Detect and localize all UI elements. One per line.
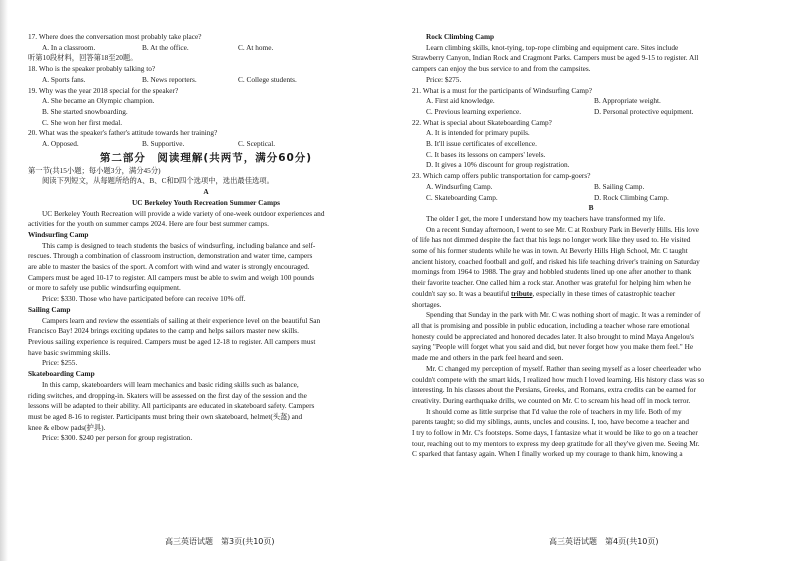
right-column bbox=[412, 32, 770, 460]
q17-option-a: A. In a classroom. bbox=[42, 42, 96, 52]
passage-b-line: their favorite teacher. One called him a rock star. Another was grateful for helping him when he bbox=[412, 278, 691, 288]
passage-b-line: shortages. bbox=[412, 299, 442, 309]
page-footer-right: 高三英语试题 第4页(共10页) bbox=[549, 537, 659, 546]
q18-option-a: A. Sports fans. bbox=[42, 74, 86, 84]
rock-line: Learn climbing skills, knot-tying, top-rope climbing and equipment care. Sites include bbox=[426, 42, 679, 52]
passage-b-line: I try to follow in Mr. C's footsteps. Some days, I fantasize what it would be like to go on a teacher bbox=[412, 428, 698, 438]
sailing-camp-title: Sailing Camp bbox=[28, 304, 71, 314]
q23-options-row1 bbox=[412, 182, 770, 193]
passage-b-line: creativity. During earthquake drills, we counted on Mr. C to scream his head off in mock terror. bbox=[412, 395, 691, 405]
passage-b-line: couldn't compete with the smart kids, I realized how much I loved learning. His history class was so bbox=[412, 374, 705, 384]
intro-line: UC Berkeley Youth Recreation will provide a wide variety of one-week outdoor experiences and bbox=[42, 208, 325, 218]
q22-option-d: D. It gives a 10% discount for group registration. bbox=[426, 160, 570, 170]
passage-b-line: Mr. C changed my perception of myself. Rather than seeing myself as a loser cheerleader who bbox=[426, 363, 701, 373]
passage-b-line: honesty could be appreciated and honored decades later. It also brought to mind Maya Angelou's bbox=[412, 331, 694, 341]
q23-option-b: B. Sailing Camp. bbox=[594, 181, 645, 191]
skateboarding-line: knee & elbow pads(护具). bbox=[28, 422, 106, 432]
sailing-line: Previous sailing experience is required. Campers must be aged 12-18 to register. All campers must bbox=[28, 336, 316, 346]
windsurfing-line: This camp is designed to teach students the basics of windsurfing, including balance and self- bbox=[42, 240, 316, 250]
q21-option-a: A. First aid knowledge. bbox=[426, 96, 495, 106]
q23-option-c: C. Skateboarding Camp. bbox=[426, 192, 498, 202]
passage-b-line: It should come as little surprise that I'd value the role of teachers in my life. Both of my bbox=[426, 406, 682, 416]
q17-stem: 17. Where does the conversation most probably take place? bbox=[28, 32, 202, 41]
sailing-price: Price: $255. bbox=[42, 358, 78, 368]
passage-a-title: UC Berkeley Youth Recreation Summer Camps bbox=[131, 197, 281, 207]
q18-stem: 18. Who is the speaker probably talking to? bbox=[28, 64, 156, 74]
skateboarding-line: must be aged 8-16 to register. Participants must bring their own skateboard, helmet(头盔) and bbox=[28, 411, 303, 421]
passage-b-line: C sparked that fantasy again. When I finally worked up my courage to thank him, knowing a bbox=[412, 449, 683, 459]
part2-title: 第二部分 阅读理解(共两节，满分60分) bbox=[99, 151, 313, 164]
q21-stem: 21. What is a must for the participants of Windsurfing Camp? bbox=[412, 85, 592, 95]
rock-price: Price: $275. bbox=[426, 74, 462, 84]
passage-b-line: mornings from 1964 to 1988. The gray and hobbled students lined up one after another to thank bbox=[412, 267, 692, 277]
instruction-18-20: 听第10段材料，回答第18至20题。 bbox=[28, 53, 138, 63]
passage-b-line: parents taught; so did my siblings, aunts, uncles and cousins. I, too, have become a teacher and bbox=[412, 417, 690, 427]
scan-shadow bbox=[0, 0, 8, 561]
passage-a-label: A bbox=[203, 187, 209, 197]
sailing-line: have basic swimming skills. bbox=[28, 347, 111, 357]
windsurfing-line: rescues. Through a combination of classroom instruction, demonstration and water time, campers bbox=[28, 251, 313, 261]
passage-b-label: B bbox=[588, 203, 594, 213]
sailing-line: Campers learn and review the essentials of sailing at their experience level on the beautiful San bbox=[42, 315, 321, 325]
passage-b-tribute-line bbox=[412, 289, 770, 300]
passage-b-line: saying "People will forget what you said and did, but never forget how you make them feel." He bbox=[412, 342, 694, 352]
q20-options bbox=[28, 139, 384, 150]
q22-option-c: C. It bases its lessons on campers' levels. bbox=[426, 149, 546, 159]
rock-line: campers can enjoy the bus service to and from the campsites. bbox=[412, 64, 591, 74]
tribute-word: tribute bbox=[511, 288, 533, 298]
passage-b-line: ancient history, coached football and golf, and risked his life teaching driver's training on Saturday bbox=[412, 256, 700, 266]
q20-option-a: A. Opposed. bbox=[42, 139, 79, 149]
windsurfing-line: are able to master the basics of the sport. A comfort with wind and water is strongly encouraged. bbox=[28, 262, 310, 272]
skateboarding-line: lessons will be adapted to their ability. All participants are educated in skateboard safety. Campers bbox=[28, 401, 315, 411]
windsurfing-line: or more to safely use public windsurfing equipment. bbox=[28, 283, 181, 293]
passage-b-line: tour, reaching out to my mentors to express my deep gratitude for all they've given me. Seeing Mr. bbox=[412, 438, 700, 448]
q19-option-c: C. She won her first medal. bbox=[42, 117, 123, 127]
q17-option-b: B. At the office. bbox=[142, 42, 189, 52]
skateboarding-camp-title: Skateboarding Camp bbox=[28, 369, 95, 379]
q20-stem: 20. What was the speaker's father's attitude towards her training? bbox=[28, 128, 218, 138]
q22-option-b: B. It'll issue certificates of excellence. bbox=[426, 139, 537, 149]
q21-options-row1 bbox=[412, 96, 770, 107]
passage-b-line: Spending that Sunday in the park with Mr. C was nothing short of magic. It was a reminder of bbox=[426, 310, 701, 320]
intro-line: activities for the youth on summer camps 2024. Here are four best summer camps. bbox=[28, 219, 269, 229]
page-footer-left: 高三英语试题 第3页(共10页) bbox=[165, 537, 275, 546]
skateboarding-line: In this camp, skateboarders will learn mechanics and basic riding skills such as balance, bbox=[42, 379, 299, 389]
section1-heading: 第一节(共15小题；每小题3分，满分45分) bbox=[28, 165, 161, 175]
left-column bbox=[28, 32, 384, 444]
passage-b-line: of life has not dimmed despite the fact that his legs no longer work like they used to. He visited bbox=[412, 235, 691, 245]
q18-option-b: B. News reporters. bbox=[142, 74, 197, 84]
q22-option-a: A. It is intended for primary pupils. bbox=[426, 128, 530, 138]
section1-instruction: 阅读下列短文，从每题所给的A、B、C和D四个选项中，选出最佳选项。 bbox=[42, 176, 274, 186]
passage-b-line: On a recent Sunday afternoon, I went to see Mr. C at Roxbury Park in Beverly Hills. His love bbox=[426, 224, 699, 234]
rock-line: Strawberry Canyon, Indian Rock and Cragmont Parks. Campers must be aged 9-15 to register. All bbox=[412, 53, 699, 63]
rock-climbing-camp-title: Rock Climbing Camp bbox=[426, 32, 495, 41]
q21-option-c: C. Previous learning experience. bbox=[426, 106, 522, 116]
q19-stem: 19. Why was the year 2018 special for the speaker? bbox=[28, 85, 179, 95]
passage-b-line: The older I get, the more I understand how my teachers have transformed my life. bbox=[426, 213, 666, 223]
q23-stem: 23. Which camp offers public transportation for camp-goers? bbox=[412, 171, 591, 181]
windsurfing-line: Campers must be aged 10-17 to register. All campers must be able to swim and weigh 100 pounds bbox=[28, 272, 315, 282]
skateboarding-price: Price: $300. $240 per person for group registration. bbox=[42, 433, 193, 443]
q18-option-c: C. College students. bbox=[238, 74, 297, 84]
q19-option-a: A. She became an Olympic champion. bbox=[42, 96, 155, 106]
q21-option-b: B. Appropriate weight. bbox=[594, 96, 661, 106]
tribute-pre: couldn't say so. It was a beautiful bbox=[412, 288, 511, 298]
q23-option-a: A. Windsurfing Camp. bbox=[426, 181, 493, 191]
q19-option-b: B. She started snowboarding. bbox=[42, 106, 128, 116]
passage-b-line: made me and others in the park feel heard and seen. bbox=[412, 353, 564, 363]
q20-option-c: C. Sceptical. bbox=[238, 139, 276, 149]
sailing-line: Francisco Bay! 2024 brings exciting updates to the camp and helps sailors master new skills. bbox=[28, 326, 299, 336]
q21-options-row2 bbox=[412, 107, 770, 118]
windsurfing-camp-title: Windsurfing Camp bbox=[28, 229, 89, 239]
q23-options-row2 bbox=[412, 193, 770, 204]
passage-b-line: all that is promising and possible in public education, including a teacher whose rare emotional bbox=[412, 320, 690, 330]
q18-options bbox=[28, 75, 384, 86]
skateboarding-line: riding switches, and dropping-in. Skaters will be assessed on the first day of the session and the bbox=[28, 390, 307, 400]
q22-stem: 22. What is special about Skateboarding Camp? bbox=[412, 117, 552, 127]
q17-option-c: C. At home. bbox=[238, 42, 274, 52]
q17-options bbox=[28, 43, 384, 54]
q21-option-d: D. Personal protective equipment. bbox=[594, 106, 694, 116]
q20-option-b: B. Supportive. bbox=[142, 139, 185, 149]
q23-option-d: D. Rock Climbing Camp. bbox=[594, 192, 669, 202]
passage-b-line: some of his former students while he was in town. At Beverly Hills High School, Mr. C taught bbox=[412, 246, 688, 256]
passage-b-line: interesting. In his classes about the Persians, Greeks, and Romans, extra credits can be earned for bbox=[412, 385, 696, 395]
windsurfing-price: Price: $330. Those who have participated before can receive 10% off. bbox=[42, 294, 246, 304]
tribute-post: , especially in these times of catastrophic teacher bbox=[532, 288, 676, 298]
